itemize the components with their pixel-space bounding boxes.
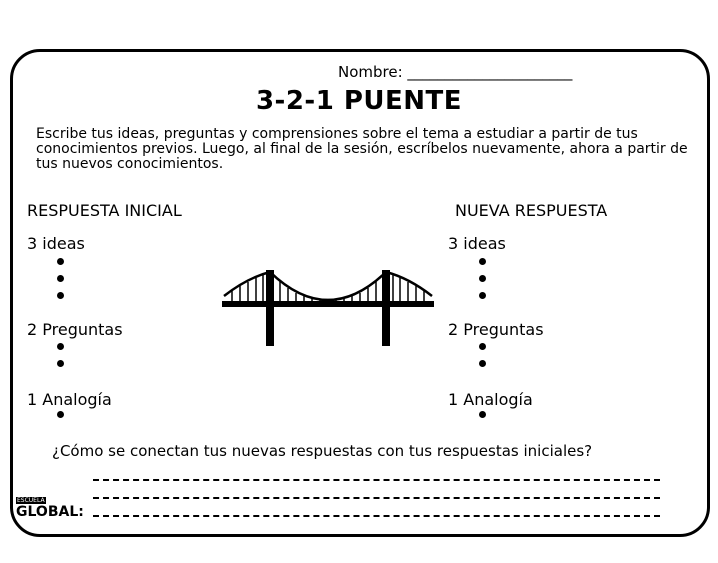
bullet xyxy=(479,275,486,282)
name-field[interactable]: Nombre: ______________________ xyxy=(338,63,573,81)
left-ideas-label: 3 ideas xyxy=(27,234,85,253)
answer-line-2[interactable] xyxy=(93,497,660,499)
bullet xyxy=(479,411,486,418)
logo-escuela: ESCUELA xyxy=(17,497,45,504)
answer-line-3[interactable] xyxy=(93,515,660,517)
bullet xyxy=(57,258,64,265)
bullet xyxy=(479,360,486,367)
bullet xyxy=(57,360,64,367)
right-ideas-label: 3 ideas xyxy=(448,234,506,253)
left-analogia-label: 1 Analogía xyxy=(27,390,112,409)
bullet xyxy=(57,275,64,282)
page-title: 3-2-1 PUENTE xyxy=(255,86,463,116)
right-preguntas-label: 2 Preguntas xyxy=(448,320,544,339)
left-heading: RESPUESTA INICIAL xyxy=(27,201,182,220)
bridge-icon xyxy=(222,268,434,348)
answer-line-1[interactable] xyxy=(93,479,660,481)
bullet xyxy=(57,292,64,299)
bullet xyxy=(57,411,64,418)
reflection-question: ¿Cómo se conectan tus nuevas respuestas con tus respuestas iniciales? xyxy=(52,442,593,460)
left-preguntas-label: 2 Preguntas xyxy=(27,320,123,339)
instructions: Escribe tus ideas, preguntas y comprensiones sobre el tema a estudiar a partir de tus conocimientos previos. Luego, al final de la sesión, escríbelos nuevamente, ahora a partir de tus nuevos conocimientos. xyxy=(36,126,688,172)
bullet xyxy=(479,292,486,299)
right-analogia-label: 1 Analogía xyxy=(448,390,533,409)
bullet xyxy=(479,258,486,265)
right-heading: NUEVA RESPUESTA xyxy=(455,201,608,220)
bullet xyxy=(57,343,64,350)
bullet xyxy=(479,343,486,350)
logo-global: GLOBAL: xyxy=(16,504,84,520)
